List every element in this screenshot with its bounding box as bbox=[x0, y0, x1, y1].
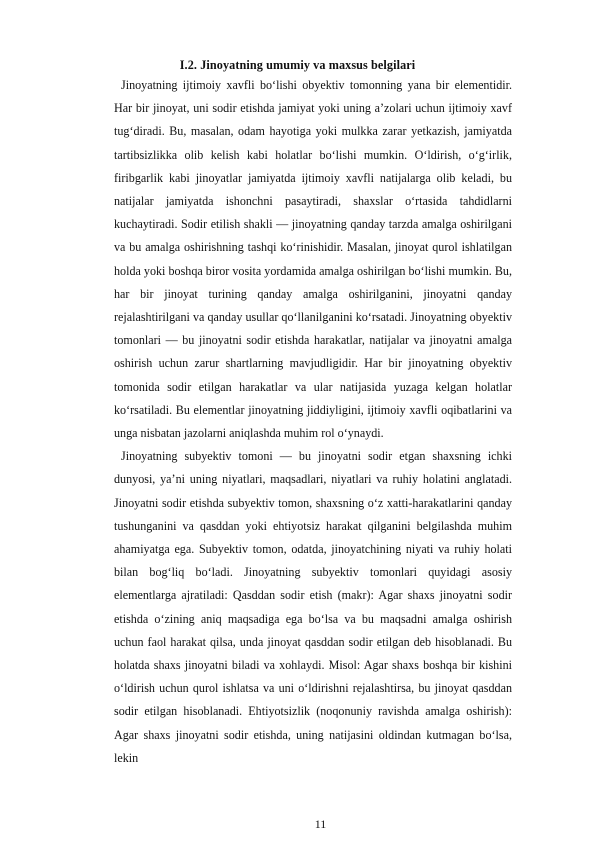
section-title: I.2. Jinoyatning umumiy va maxsus belgilari bbox=[179, 58, 416, 72]
body-text bbox=[114, 74, 512, 770]
page-number: 11 bbox=[314, 817, 327, 831]
paragraph-subjective-side: Jinoyatning subyektiv tomoni — bu jinoyatni sodir etgan shaxsning ichki dunyosi, ya’ni uning niyatlari, maqsadlari, niyatlari va ruhiy holatini anglatadi. Jinoyatni sodir etishda subyektiv tomon, shaxsning o‘z xatti-harakatlarini qanday tushunganini va qasddan yoki ehtiyotsiz harakat qilganini belgilashda muhim ahamiyatga ega. Subyektiv tomon, odatda, jinoyatchining niyati va ruhiy holati bilan bog‘liq bo‘ladi. Jinoyatning subyektiv tomonlari quyidagi asosiy elementlarga ajratiladi: Qasddan sodir etish (makr): Agar shaxs jinoyatni sodir etishda o‘zining aniq maqsadiga ega bo‘lsa va bu maqsadni amalga oshirish uchun faol harakat qilsa, unda jinoyat qasddan sodir etilgan deb hisoblanadi. Bu holatda shaxs jinoyatni biladi va xohlaydi. Misol: Agar shaxs boshqa bir kishini o‘ldirish uchun qurol ishlatsa va uni o‘ldirishni rejalashtirsa, bu jinoyat qasddan sodir etilgan hisoblanadi. Ehtiyotsizlik (noqonuniy ravishda amalga oshirish): Agar shaxs jinoyatni sodir etishda, uning natijasini oldindan kutmagan bo‘lsa, lekin bbox=[114, 449, 512, 765]
paragraph-objective-side: Jinoyatning ijtimoiy xavfli bo‘lishi obyektiv tomonning yana bir elementidir. Har bir jinoyat, uni sodir etishda jamiyat yoki uning a’zolari uchun ijtimoiy xavf tug‘diradi. Bu, masalan, odam hayotiga yoki mulkka zarar yetkazish, jamiyatda tartibsizlikka olib kelish kabi holatlar bo‘lishi mumkin. O‘ldirish, o‘g‘irlik, firibgarlik kabi jinoyatlar jamiyatda ijtimoiy xavfli natijalarga olib keladi, bu natijalar jamiyatda ishonchni pasaytiradi, shaxslar o‘rtasida tahdidlarni kuchaytiradi. Sodir etilish shakli — jinoyatning qanday tarzda amalga oshirilgani va bu amalga oshirishning tashqi ko‘rinishidir. Masalan, jinoyat qurol ishlatilgan holda yoki boshqa biror vosita yordamida amalga oshirilgan bo‘lishi mumkin. Bu, har bir jinoyat turining qanday amalga oshirilganini, jinoyatni qanday rejalashtirilgani va qanday usullar qo‘llanilganini ko‘rsatadi. Jinoyatning obyektiv tomonlari — bu jinoyatni sodir etishda harakatlar, natijalar va jinoyatni amalga oshirish uchun zarur shartlarning mavjudligidir. Har bir jinoyatning obyektiv tomonida sodir etilgan harakatlar va ular natijasida yuzaga kelgan holatlar ko‘rsatiladi. Bu elementlar jinoyatning jiddiyligini, ijtimoiy xavfli oqibatlarini va unga nisbatan jazolarni aniqlashda muhim rol o‘ynaydi. bbox=[114, 78, 512, 441]
